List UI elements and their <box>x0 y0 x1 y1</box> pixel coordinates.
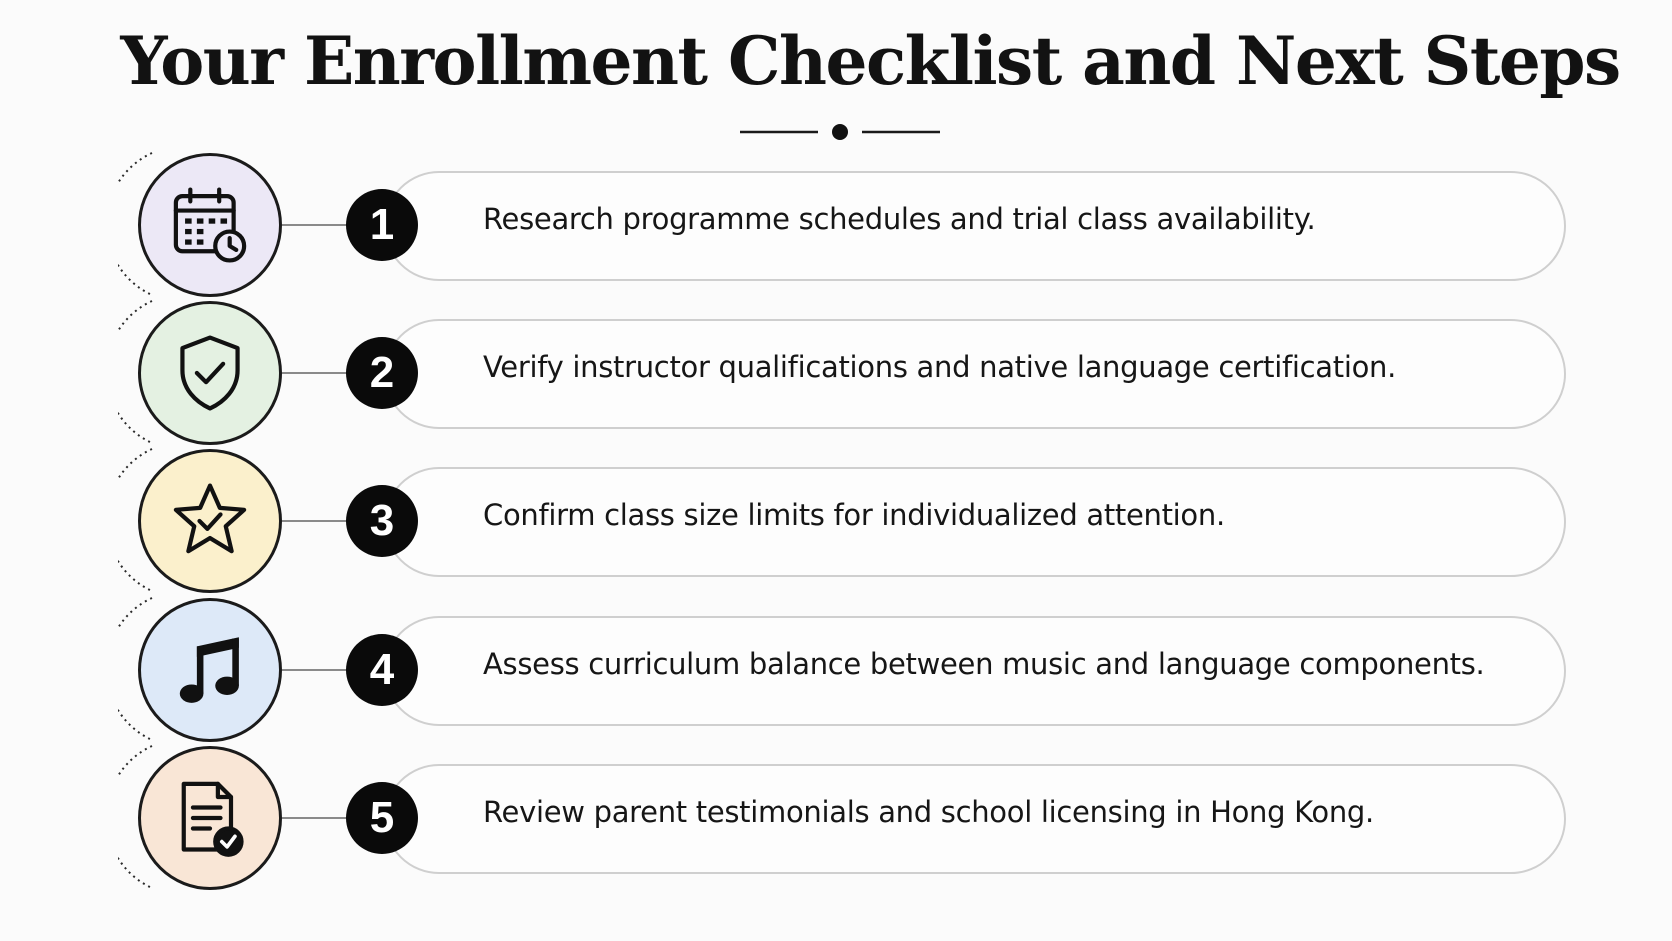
checklist-step-4 <box>0 590 1672 740</box>
checklist-step-3 <box>0 441 1672 591</box>
shield-check-icon <box>168 331 252 415</box>
step-4-icon-badge <box>138 598 282 742</box>
step-4-text: Assess curriculum balance between music and language components. <box>483 647 1485 681</box>
step-connector-line <box>282 520 350 522</box>
page-title: Your Enrollment Checklist and Next Steps <box>120 22 1620 100</box>
step-connector-line <box>282 372 350 374</box>
step-5-text: Review parent testimonials and school licensing in Hong Kong. <box>483 795 1374 829</box>
step-3-icon-badge <box>138 449 282 593</box>
music-note-icon <box>168 628 252 712</box>
checklist-step-1 <box>0 145 1672 295</box>
step-5-number-badge: 5 <box>346 782 418 854</box>
step-connector-line <box>282 817 350 819</box>
step-3-number-badge: 3 <box>346 485 418 557</box>
step-3-text: Confirm class size limits for individualized attention. <box>483 498 1225 532</box>
step-1-text: Research programme schedules and trial class availability. <box>483 202 1316 236</box>
step-connector-line <box>282 669 350 671</box>
step-2-icon-badge <box>138 301 282 445</box>
document-check-icon <box>168 776 252 860</box>
title-divider-ornament <box>740 120 940 144</box>
step-4-number-badge: 4 <box>346 634 418 706</box>
step-2-number-badge: 2 <box>346 337 418 409</box>
checklist-step-2 <box>0 293 1672 443</box>
step-1-icon-badge <box>138 153 282 297</box>
calendar-clock-icon <box>168 183 252 267</box>
checklist-step-5 <box>0 738 1672 888</box>
step-connector-line <box>282 224 350 226</box>
step-5-icon-badge <box>138 746 282 890</box>
step-1-number-badge: 1 <box>346 189 418 261</box>
step-2-text: Verify instructor qualifications and native language certification. <box>483 350 1397 384</box>
star-check-icon <box>168 479 252 563</box>
